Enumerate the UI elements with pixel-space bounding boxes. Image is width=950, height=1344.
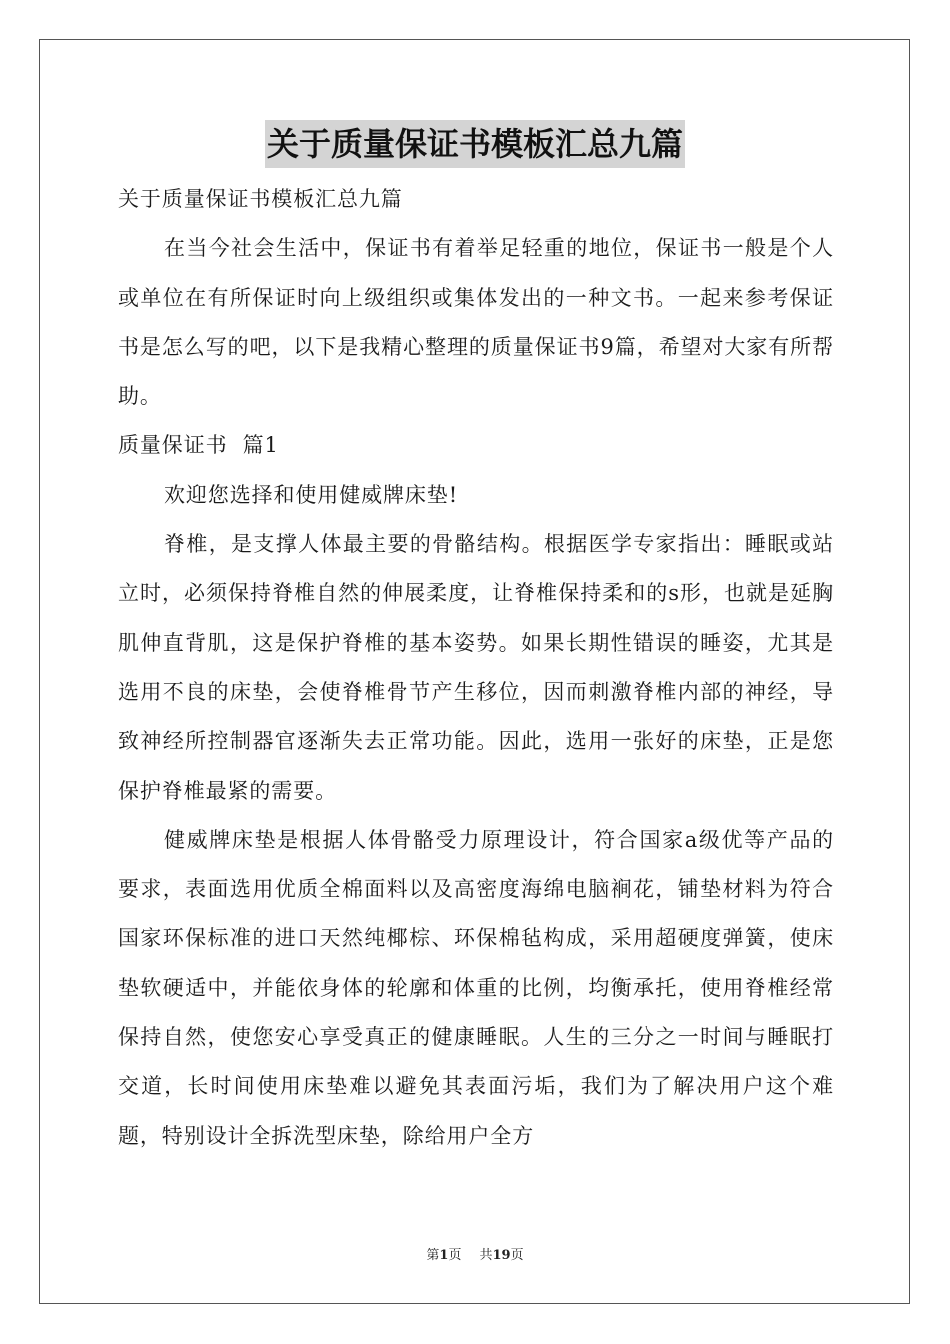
total-unit: 页 xyxy=(510,1248,524,1263)
body-paragraph-spine: 脊椎，是支撑人体最主要的骨骼结构。根据医学专家指出：睡眠或站立时，必须保持脊椎自然的伸展柔度，让脊椎保持柔和的s形，也就是延胸肌伸直背肌，这是保护脊椎的基本姿势。如果长期性错误的睡姿，尤其是选用不良的床垫，会使脊椎骨节产生移位，因而刺激脊椎内部的神经，导致神经所控制器官逐渐失去正常功能。因此，选用一张好的床垫，正是您保护脊椎最紧的需要。 xyxy=(118,532,834,803)
current-page-number: 1 xyxy=(439,1248,449,1263)
page-unit: 页 xyxy=(448,1248,462,1263)
body-paragraph-welcome: 欢迎您选择和使用健威牌床垫! xyxy=(164,482,459,507)
document-subtitle: 关于质量保证书模板汇总九篇 xyxy=(118,187,403,211)
page-title: 关于质量保证书模板汇总九篇 xyxy=(265,120,685,168)
page-footer xyxy=(0,1247,950,1265)
section-heading: 质量保证书 篇1 xyxy=(118,433,279,458)
title-container xyxy=(0,120,950,168)
total-page-count: 19 xyxy=(492,1248,511,1263)
page-prefix: 第 xyxy=(426,1248,440,1263)
document-body xyxy=(118,175,834,1161)
intro-paragraph: 在当今社会生活中，保证书有着举足轻重的地位，保证书一般是个人或单位在有所保证时向上级组织或集体发出的一种文书。一起来参考保证书是怎么写的吧，以下是我精心整理的质量保证书9篇，希望对大家有所帮助。 xyxy=(118,236,834,409)
total-prefix: 共 xyxy=(479,1248,493,1263)
body-paragraph-mattress: 健威牌床垫是根据人体骨骼受力原理设计，符合国家a级优等产品的要求，表面选用优质全棉面料以及高密度海绵电脑裥花，铺垫材料为符合国家环保标准的进口天然纯椰棕、环保棉毡构成，采用超硬度弹簧，使床垫软硬适中，并能依身体的轮廓和体重的比例，均衡承托，使用脊椎经常保持自然，使您安心享受真正的健康睡眠。人生的三分之一时间与睡眠打交道，长时间使用床垫难以避免其表面污垢，我们为了解决用户这个难题，特别设计全拆洗型床垫，除给用户全方 xyxy=(118,827,834,1148)
